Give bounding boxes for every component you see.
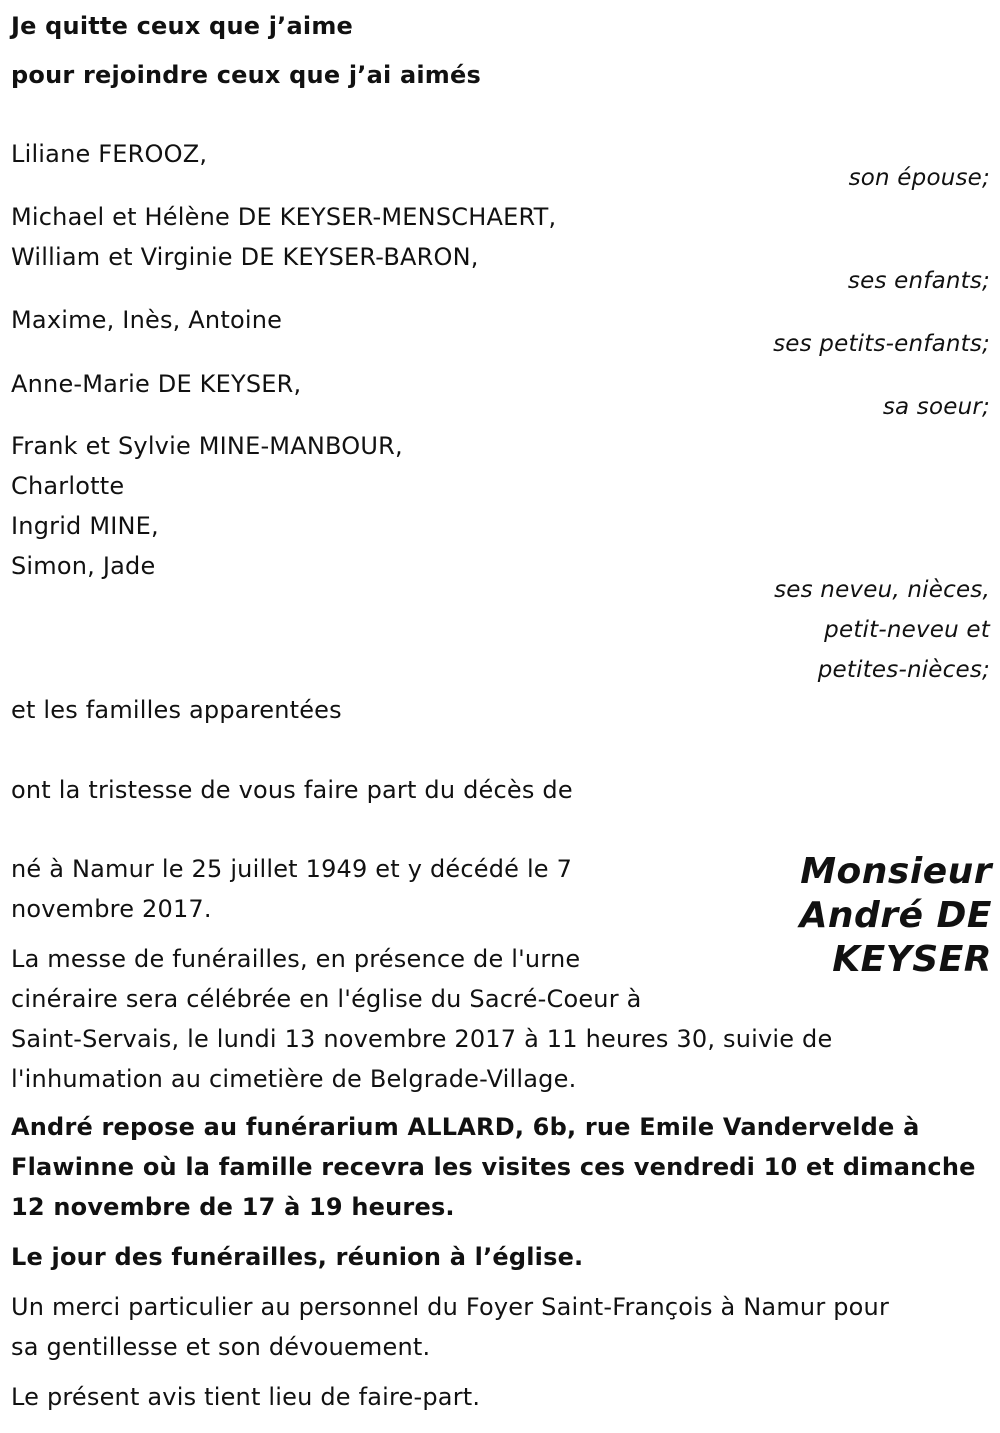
visitation-line-1: André repose au funérarium ALLARD, 6b, rue Emile Vandervelde à: [11, 1113, 920, 1141]
family-name: Maxime, Inès, Antoine: [11, 306, 283, 334]
birth-line-2: novembre 2017.: [11, 895, 212, 923]
family-name: Michael et Hélène DE KEYSER-MENSCHAERT,: [11, 203, 557, 231]
meeting-line: Le jour des funérailles, réunion à l’église.: [11, 1243, 584, 1271]
announcement: ont la tristesse de vous faire part du décès de: [11, 776, 573, 804]
family-name: Charlotte: [11, 472, 125, 500]
mass-line-3: Saint-Servais, le lundi 13 novembre 2017 à 11 heures 30, suivie de: [11, 1025, 833, 1053]
deceased-title: Monsieur: [800, 851, 992, 892]
thanks-line-2: sa gentillesse et son dévouement.: [11, 1333, 431, 1361]
family-name: William et Virginie DE KEYSER-BARON,: [11, 243, 479, 271]
quote-line-1: Je quitte ceux que j’aime: [11, 12, 354, 40]
relation-label: sa soeur;: [882, 394, 990, 420]
family-name: Frank et Sylvie MINE-MANBOUR,: [11, 432, 403, 460]
quote-line-2: pour rejoindre ceux que j’ai aimés: [11, 61, 481, 89]
relation-label: petites-nièces;: [817, 657, 990, 683]
family-name: Simon, Jade: [11, 552, 156, 580]
visitation-line-3: 12 novembre de 17 à 19 heures.: [11, 1193, 455, 1221]
deceased-name: [800, 850, 992, 982]
relation-label: ses petits-enfants;: [773, 331, 990, 357]
family-name: Liliane FEROOZ,: [11, 140, 208, 168]
mass-line-2: cinéraire sera célébrée en l'église du Sacré-Coeur à: [11, 985, 642, 1013]
birth-line-1: né à Namur le 25 juillet 1949 et y décédé le 7: [11, 855, 573, 883]
relation-label: ses neveu, nièces,: [774, 577, 990, 603]
family-name: Ingrid MINE,: [11, 512, 159, 540]
families-line: et les familles apparentées: [11, 696, 342, 724]
relation-label: son épouse;: [848, 165, 990, 191]
deceased-name-line-2: KEYSER: [832, 939, 992, 980]
visitation-line-2: Flawinne où la famille recevra les visites ces vendredi 10 et dimanche: [11, 1153, 976, 1181]
mass-line-1: La messe de funérailles, en présence de l'urne: [11, 945, 581, 973]
family-name: Anne-Marie DE KEYSER,: [11, 370, 302, 398]
mass-line-4: l'inhumation au cimetière de Belgrade-Village.: [11, 1065, 577, 1093]
thanks-line-1: Un merci particulier au personnel du Foyer Saint-François à Namur pour: [11, 1293, 890, 1321]
notice-line: Le présent avis tient lieu de faire-part.: [11, 1383, 481, 1411]
relation-label: petit-neveu et: [824, 617, 990, 643]
deceased-name-line-1: André DE: [799, 895, 992, 936]
relation-label: ses enfants;: [847, 268, 990, 294]
